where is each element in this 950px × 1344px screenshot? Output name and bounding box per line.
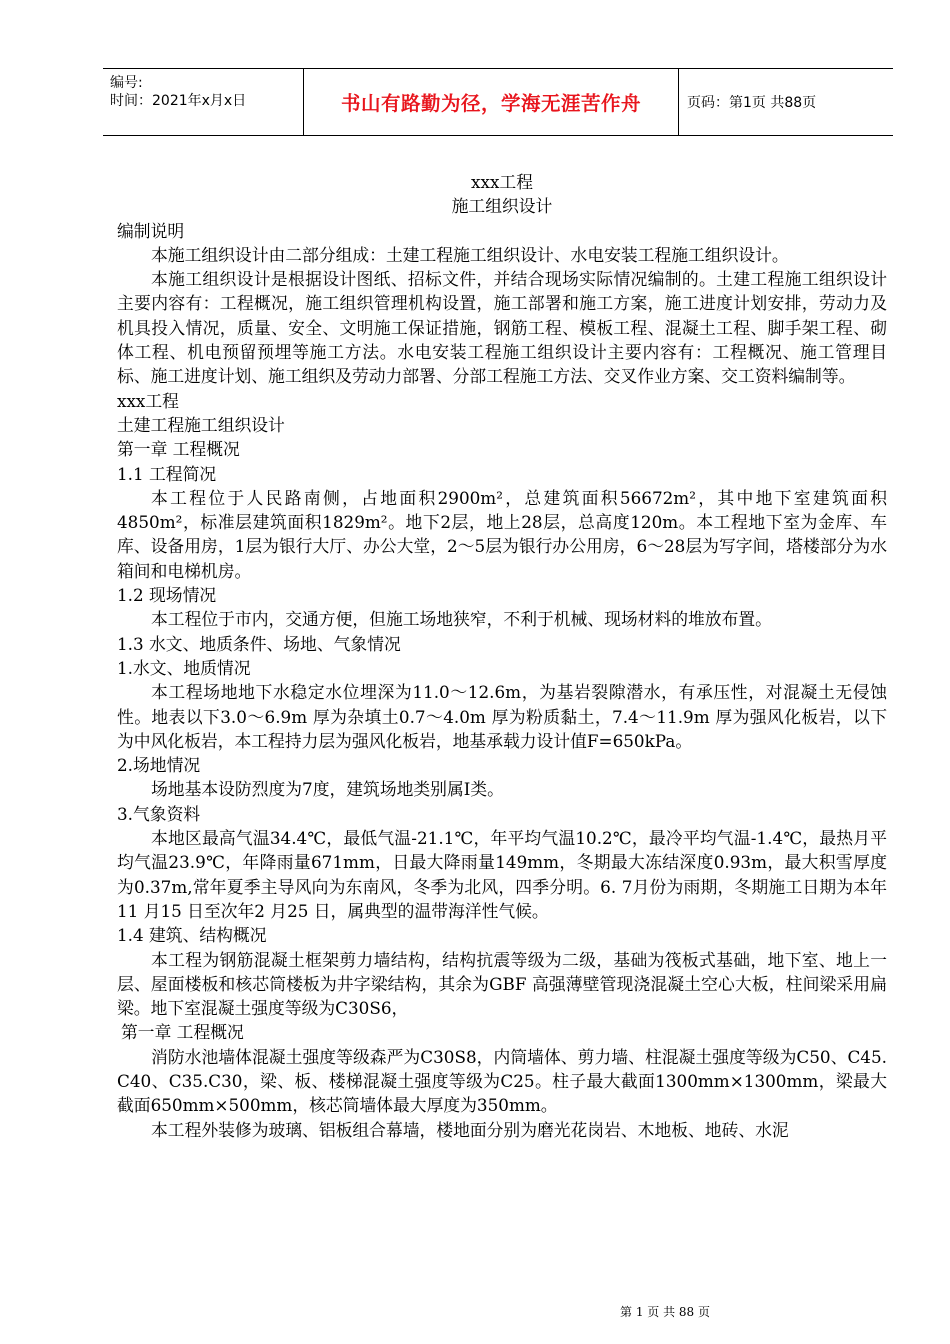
paragraph-site: 场地基本设防烈度为7度，建筑场地类别属Ⅰ类。 bbox=[151, 779, 504, 800]
doc-title-2: 施工组织设计 bbox=[451, 196, 553, 217]
page-code: 页码：第1页 共88页 bbox=[687, 95, 817, 111]
chapter-1-heading: 第一章 工程概况 bbox=[117, 439, 240, 460]
section-1-1: 1.1 工程简况 bbox=[117, 463, 217, 484]
page-footer: 第 1 页 共 88 页 bbox=[620, 1305, 710, 1319]
document-body bbox=[117, 170, 887, 1142]
section-1-2: 1.2 现场情况 bbox=[117, 585, 217, 606]
subsection-hydro: 1.水文、地质情况 bbox=[117, 657, 251, 678]
paragraph-1: 本施工组织设计由二部分组成：土建工程施工组织设计、水电安装工程施工组织设计。 bbox=[151, 244, 789, 265]
paragraph-hydro: 本工程场地地下水稳定水位埋深为11.0～12.6m，为基岩裂隙潜水，有承压性，对混凝土无侵蚀性。地表以下3.0～6.9m 厚为杂填土0.7～4.0m 厚为粉质黏土，7.4～11.9m 厚为强风化板岩，以下为中风化板岩，本工程持力层为强风化板岩，地基承载力设计值F=650kPa。 bbox=[117, 682, 887, 751]
subsection-site: 2.场地情况 bbox=[117, 755, 201, 776]
number-label: 编号: bbox=[110, 75, 143, 91]
paragraph-concrete: 消防水池墙体混凝土强度等级森严为C30S8，内筒墙体、剪力墙、柱混凝土强度等级为C50、C45. C40、C35.C30，梁、板、楼梯混凝土强度等级为C25。柱子最大截面1300mm×1300mm，梁最大截面650mm×500mm，核芯筒墙体最大厚度为350mm。 bbox=[117, 1046, 887, 1116]
section-1-3: 1.3 水文、地质条件、场地、气象情况 bbox=[117, 633, 401, 654]
section-bianzhi: 编制说明 bbox=[117, 220, 185, 241]
paragraph-2: 本施工组织设计是根据设计图纸、招标文件，并结合现场实际情况编制的。土建工程施工组织设计主要内容有：工程概况，施工组织管理机构设置，施工部署和施工方案，施工进度计划安排，劳动力及机具投入情况，质量、安全、文明施工保证措施，钢筋工程、模板工程、混凝土工程、脚手架工程、砌体工程、机电预留预埋等施工方法。水电安装工程施工组织设计主要内容有：工程概况、施工管理目标、施工进度计划、施工组织及劳动力部署、分部工程施工方法、交叉作业方案、交工资料编制等。 bbox=[117, 269, 887, 387]
paragraph-1-4: 本工程为钢筋混凝土框架剪力墙结构，结构抗震等级为二级，基础为筏板式基础，地下室、地上一层、屋面楼板和核芯筒楼板为井字梁结构，其余为GBF 高强薄壁管现浇混凝土空心大板，柱间梁采用扁梁。地下室混凝土强度等级为C30S6， bbox=[117, 949, 887, 1019]
time-label: 时间：2021年x月x日 bbox=[110, 93, 247, 109]
paragraph-1-1: 本工程位于人民路南侧，占地面积2900m²，总建筑面积56672m²，其中地下室建筑面积4850m²，标准层建筑面积1829m²。地下2层，地上28层，总高度120m。本工程地下室为金库、车库、设备用房，1层为银行大厅、办公大堂，2～5层为银行办公用房，6～28层为写字间，塔楼部分为水箱间和电梯机房。 bbox=[117, 487, 887, 581]
header-motto-cell bbox=[304, 69, 679, 135]
chapter-1-heading-repeat: 第一章 工程概况 bbox=[121, 1022, 244, 1043]
header-left-cell bbox=[103, 69, 304, 135]
heading-xxx: xxx工程 bbox=[117, 390, 179, 411]
motto: 书山有路勤为径，学海无涯苦作舟 bbox=[340, 92, 641, 115]
paragraph-1-2: 本工程位于市内，交通方便，但施工场地狭窄，不利于机械、现场材料的堆放布置。 bbox=[151, 609, 772, 630]
paragraph-weather: 本地区最高气温34.4℃，最低气温-21.1℃，年平均气温10.2℃，最冷平均气温-1.4℃，最热月平均气温23.9℃，年降雨量671mm，日最大降雨量149mm，冬期最大冻结深度0.93m，最大积雪厚度为0.37m,常年夏季主导风向为东南风，冬季为北风，四季分明。6. 7月份为雨期，冬期施工日期为本年11 月15 日至次年2 月25 日，属典型的温带海洋性气候。 bbox=[117, 828, 887, 921]
page-header bbox=[103, 68, 893, 136]
paragraph-decoration: 本工程外装修为玻璃、铝板组合幕墙，楼地面分别为磨光花岗岩、木地板、地砖、水泥 bbox=[151, 1119, 789, 1140]
header-page-cell bbox=[679, 69, 893, 135]
section-1-4: 1.4 建筑、结构概况 bbox=[117, 925, 267, 946]
heading-tujian: 土建工程施工组织设计 bbox=[117, 414, 285, 435]
subsection-weather: 3.气象资料 bbox=[117, 803, 201, 824]
doc-title-1: xxx工程 bbox=[471, 172, 533, 192]
